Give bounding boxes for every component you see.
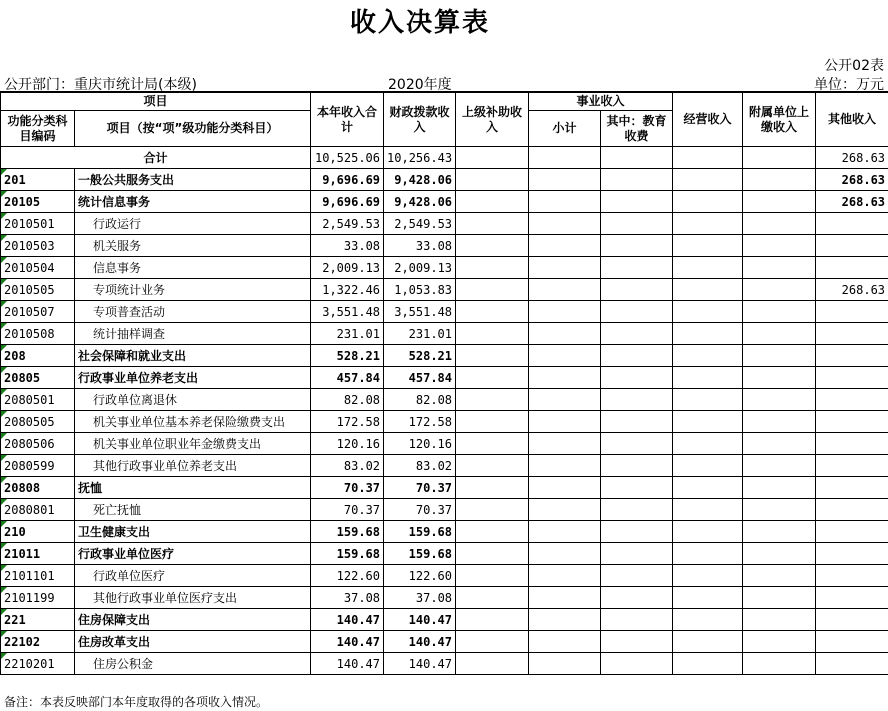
- empty-cell: [456, 411, 529, 433]
- empty-cell: [743, 323, 816, 345]
- empty-cell: [529, 455, 601, 477]
- row-fiscal: 9,428.06: [384, 169, 456, 191]
- empty-cell: [601, 609, 673, 631]
- table-row: [1, 609, 888, 631]
- empty-cell: [743, 191, 816, 213]
- empty-cell: [456, 213, 529, 235]
- empty-cell: [601, 499, 673, 521]
- empty-cell: [673, 411, 743, 433]
- row-name: 统计信息事务: [75, 191, 311, 213]
- empty-cell: [743, 367, 816, 389]
- empty-cell: [743, 169, 816, 191]
- empty-cell: [529, 631, 601, 653]
- row-name: 住房公积金: [75, 653, 311, 675]
- row-total: 70.37: [311, 499, 384, 521]
- row-other: [816, 477, 888, 499]
- row-code: 2101199: [1, 587, 75, 609]
- empty-cell: [529, 191, 601, 213]
- fiscal-year: 2020年度: [388, 77, 452, 93]
- row-fiscal: 122.60: [384, 565, 456, 587]
- empty-cell: [456, 257, 529, 279]
- total-fiscal: 10,256.43: [384, 147, 456, 169]
- empty-cell: [529, 279, 601, 301]
- row-name: 行政事业单位养老支出: [75, 367, 311, 389]
- empty-cell: [673, 477, 743, 499]
- empty-cell: [601, 653, 673, 675]
- row-fiscal: 231.01: [384, 323, 456, 345]
- row-other: [816, 653, 888, 675]
- empty-cell: [601, 323, 673, 345]
- row-fiscal: 120.16: [384, 433, 456, 455]
- empty-cell: [456, 477, 529, 499]
- row-other: [816, 455, 888, 477]
- row-fiscal: 70.37: [384, 499, 456, 521]
- row-other: [816, 499, 888, 521]
- empty-cell: [743, 389, 816, 411]
- row-total: 528.21: [311, 345, 384, 367]
- row-name: 统计抽样调查: [75, 323, 311, 345]
- empty-cell: [601, 345, 673, 367]
- row-name: 其他行政事业单位医疗支出: [75, 587, 311, 609]
- empty-cell: [456, 345, 529, 367]
- row-code: 210: [1, 521, 75, 543]
- empty-cell: [529, 433, 601, 455]
- row-total: 140.47: [311, 609, 384, 631]
- header-total: 本年收入合计: [311, 93, 384, 147]
- table-row: [1, 587, 888, 609]
- header-fiscal: 财政拨款收入: [384, 93, 456, 147]
- row-code: 2210201: [1, 653, 75, 675]
- row-total: 120.16: [311, 433, 384, 455]
- empty-cell: [456, 455, 529, 477]
- empty-cell: [529, 521, 601, 543]
- total-row: [1, 147, 888, 169]
- empty-cell: [456, 191, 529, 213]
- empty-cell: [673, 345, 743, 367]
- row-code: 20808: [1, 477, 75, 499]
- row-name: 其他行政事业单位养老支出: [75, 455, 311, 477]
- empty-cell: [601, 411, 673, 433]
- row-total: 122.60: [311, 565, 384, 587]
- row-code: 21011: [1, 543, 75, 565]
- row-total: 2,549.53: [311, 213, 384, 235]
- empty-cell: [529, 411, 601, 433]
- row-total: 457.84: [311, 367, 384, 389]
- empty-cell: [601, 631, 673, 653]
- row-total: 37.08: [311, 587, 384, 609]
- empty-cell: [743, 499, 816, 521]
- empty-cell: [456, 587, 529, 609]
- header-item: 项目: [1, 93, 311, 111]
- empty-cell: [673, 499, 743, 521]
- empty-cell: [673, 631, 743, 653]
- table-row: [1, 389, 888, 411]
- header-superior: 上级补助收入: [456, 93, 529, 147]
- row-total: 159.68: [311, 521, 384, 543]
- empty-cell: [601, 301, 673, 323]
- row-other: 268.63: [816, 169, 888, 191]
- empty-cell: [601, 543, 673, 565]
- row-code: 2080506: [1, 433, 75, 455]
- empty-cell: [743, 521, 816, 543]
- row-other: [816, 565, 888, 587]
- row-total: 140.47: [311, 631, 384, 653]
- table-row: [1, 455, 888, 477]
- empty-cell: [529, 169, 601, 191]
- empty-cell: [456, 653, 529, 675]
- empty-cell: [456, 279, 529, 301]
- table-row: [1, 521, 888, 543]
- row-total: 70.37: [311, 477, 384, 499]
- empty-cell: [743, 565, 816, 587]
- empty-cell: [456, 235, 529, 257]
- row-code: 2010505: [1, 279, 75, 301]
- row-other: [816, 257, 888, 279]
- empty-cell: [673, 235, 743, 257]
- table-row: [1, 257, 888, 279]
- empty-cell: [529, 301, 601, 323]
- empty-cell: [673, 433, 743, 455]
- row-code: 2080501: [1, 389, 75, 411]
- empty-cell: [673, 565, 743, 587]
- row-other: [816, 433, 888, 455]
- row-other: [816, 345, 888, 367]
- table-row: [1, 169, 888, 191]
- empty-cell: [743, 609, 816, 631]
- sheet-title: 收入决算表: [349, 8, 490, 38]
- department-label: 公开部门：重庆市统计局(本级): [4, 77, 197, 93]
- empty-cell: [456, 631, 529, 653]
- table-row: [1, 499, 888, 521]
- row-code: 2010508: [1, 323, 75, 345]
- row-fiscal: 528.21: [384, 345, 456, 367]
- row-total: 2,009.13: [311, 257, 384, 279]
- row-total: 9,696.69: [311, 169, 384, 191]
- row-code: 20105: [1, 191, 75, 213]
- empty-cell: [673, 367, 743, 389]
- row-fiscal: 140.47: [384, 609, 456, 631]
- empty-cell: [743, 631, 816, 653]
- empty-cell: [456, 609, 529, 631]
- empty-cell: [529, 323, 601, 345]
- header-subtotal: 小计: [529, 111, 601, 147]
- empty-cell: [673, 653, 743, 675]
- empty-cell: [743, 455, 816, 477]
- income-table: [0, 92, 888, 675]
- form-number: 公开02表: [824, 58, 884, 74]
- row-other: [816, 235, 888, 257]
- row-other: 268.63: [816, 191, 888, 213]
- row-fiscal: 33.08: [384, 235, 456, 257]
- row-code: 2010501: [1, 213, 75, 235]
- row-fiscal: 1,053.83: [384, 279, 456, 301]
- empty-cell: [673, 455, 743, 477]
- table-row: [1, 631, 888, 653]
- row-name: 专项普查活动: [75, 301, 311, 323]
- row-code: 2010504: [1, 257, 75, 279]
- row-other: [816, 609, 888, 631]
- row-name: 行政运行: [75, 213, 311, 235]
- row-fiscal: 82.08: [384, 389, 456, 411]
- empty-cell: [456, 433, 529, 455]
- total-amount: 10,525.06: [311, 147, 384, 169]
- empty-cell: [743, 301, 816, 323]
- row-name: 住房保障支出: [75, 609, 311, 631]
- row-other: [816, 587, 888, 609]
- empty-cell: [456, 543, 529, 565]
- total-label: 合计: [1, 147, 311, 169]
- empty-cell: [456, 169, 529, 191]
- empty-cell: [743, 653, 816, 675]
- table-row: [1, 433, 888, 455]
- empty-cell: [529, 587, 601, 609]
- empty-cell: [673, 389, 743, 411]
- row-other: [816, 631, 888, 653]
- row-name: 住房改革支出: [75, 631, 311, 653]
- empty-cell: [601, 257, 673, 279]
- row-other: [816, 367, 888, 389]
- empty-cell: [673, 257, 743, 279]
- row-other: [816, 521, 888, 543]
- table-row: [1, 477, 888, 499]
- empty-cell: [456, 389, 529, 411]
- empty-cell: [673, 169, 743, 191]
- row-code: 2080801: [1, 499, 75, 521]
- row-fiscal: 70.37: [384, 477, 456, 499]
- row-name: 行政事业单位医疗: [75, 543, 311, 565]
- row-name: 机关服务: [75, 235, 311, 257]
- empty-cell: [529, 565, 601, 587]
- empty-cell: [601, 235, 673, 257]
- row-code: 2101101: [1, 565, 75, 587]
- row-other: 268.63: [816, 279, 888, 301]
- row-code: 201: [1, 169, 75, 191]
- empty-cell: [743, 257, 816, 279]
- row-name: 一般公共服务支出: [75, 169, 311, 191]
- row-name: 机关事业单位基本养老保险缴费支出: [75, 411, 311, 433]
- row-fiscal: 9,428.06: [384, 191, 456, 213]
- row-fiscal: 3,551.48: [384, 301, 456, 323]
- row-fiscal: 83.02: [384, 455, 456, 477]
- table-row: [1, 323, 888, 345]
- row-fiscal: 37.08: [384, 587, 456, 609]
- empty-cell: [743, 213, 816, 235]
- row-total: 83.02: [311, 455, 384, 477]
- empty-cell: [743, 235, 816, 257]
- row-name: 社会保障和就业支出: [75, 345, 311, 367]
- row-other: [816, 301, 888, 323]
- empty-cell: [529, 213, 601, 235]
- row-fiscal: 2,009.13: [384, 257, 456, 279]
- row-code: 2010507: [1, 301, 75, 323]
- table-row: [1, 565, 888, 587]
- row-fiscal: 140.47: [384, 653, 456, 675]
- empty-cell: [601, 477, 673, 499]
- table-row: [1, 367, 888, 389]
- row-other: [816, 543, 888, 565]
- table-row: [1, 411, 888, 433]
- empty-cell: [743, 543, 816, 565]
- empty-cell: [673, 301, 743, 323]
- empty-cell: [601, 455, 673, 477]
- empty-cell: [456, 565, 529, 587]
- empty-cell: [529, 367, 601, 389]
- row-code: 208: [1, 345, 75, 367]
- empty-cell: [743, 587, 816, 609]
- empty-cell: [743, 411, 816, 433]
- row-fiscal: 172.58: [384, 411, 456, 433]
- table-row: [1, 279, 888, 301]
- row-name: 专项统计业务: [75, 279, 311, 301]
- header-operating: 经营收入: [673, 93, 743, 147]
- total-other: 268.63: [816, 147, 888, 169]
- empty-cell: [456, 367, 529, 389]
- empty-cell: [601, 587, 673, 609]
- row-total: 82.08: [311, 389, 384, 411]
- empty-cell: [743, 279, 816, 301]
- row-fiscal: 2,549.53: [384, 213, 456, 235]
- table-row: [1, 301, 888, 323]
- empty-cell: [601, 367, 673, 389]
- empty-cell: [673, 543, 743, 565]
- empty-cell: [673, 587, 743, 609]
- table-row: [1, 191, 888, 213]
- empty-cell: [456, 521, 529, 543]
- empty-cell: [529, 543, 601, 565]
- row-code: 2080599: [1, 455, 75, 477]
- table-row: [1, 345, 888, 367]
- row-fiscal: 159.68: [384, 543, 456, 565]
- empty-cell: [601, 521, 673, 543]
- header-other: 其他收入: [816, 93, 888, 147]
- unit-label: 单位：万元: [814, 77, 884, 93]
- row-total: 1,322.46: [311, 279, 384, 301]
- row-code: 2080505: [1, 411, 75, 433]
- empty-cell: [529, 345, 601, 367]
- row-name: 信息事务: [75, 257, 311, 279]
- empty-cell: [673, 323, 743, 345]
- row-name: 死亡抚恤: [75, 499, 311, 521]
- row-total: 159.68: [311, 543, 384, 565]
- row-other: [816, 389, 888, 411]
- row-other: [816, 411, 888, 433]
- row-total: 3,551.48: [311, 301, 384, 323]
- empty-cell: [456, 301, 529, 323]
- header-affiliated: 附属单位上缴收入: [743, 93, 816, 147]
- empty-cell: [529, 477, 601, 499]
- empty-cell: [673, 279, 743, 301]
- empty-cell: [601, 389, 673, 411]
- empty-cell: [601, 213, 673, 235]
- row-total: 9,696.69: [311, 191, 384, 213]
- row-name: 机关事业单位职业年金缴费支出: [75, 433, 311, 455]
- empty-cell: [456, 323, 529, 345]
- row-total: 140.47: [311, 653, 384, 675]
- table-row: [1, 235, 888, 257]
- empty-cell: [601, 169, 673, 191]
- header-name: 项目（按“项”级功能分类科目）: [75, 111, 311, 147]
- empty-cell: [529, 499, 601, 521]
- table-row: [1, 543, 888, 565]
- header-business: 事业收入: [529, 93, 673, 111]
- row-code: 221: [1, 609, 75, 631]
- row-total: 172.58: [311, 411, 384, 433]
- empty-cell: [456, 499, 529, 521]
- footnote: 备注：本表反映部门本年度取得的各项收入情况。: [4, 695, 269, 709]
- empty-cell: [673, 521, 743, 543]
- empty-cell: [601, 279, 673, 301]
- row-fiscal: 159.68: [384, 521, 456, 543]
- empty-cell: [673, 191, 743, 213]
- table-row: [1, 213, 888, 235]
- empty-cell: [673, 213, 743, 235]
- row-code: 22102: [1, 631, 75, 653]
- empty-cell: [529, 609, 601, 631]
- row-name: 行政单位医疗: [75, 565, 311, 587]
- empty-cell: [529, 257, 601, 279]
- row-total: 231.01: [311, 323, 384, 345]
- header-code: 功能分类科目编码: [1, 111, 75, 147]
- empty-cell: [601, 565, 673, 587]
- empty-cell: [529, 235, 601, 257]
- row-other: [816, 213, 888, 235]
- empty-cell: [529, 653, 601, 675]
- empty-cell: [743, 345, 816, 367]
- row-name: 卫生健康支出: [75, 521, 311, 543]
- row-name: 行政单位离退休: [75, 389, 311, 411]
- empty-cell: [743, 477, 816, 499]
- row-code: 2010503: [1, 235, 75, 257]
- row-name: 抚恤: [75, 477, 311, 499]
- row-code: 20805: [1, 367, 75, 389]
- row-fiscal: 140.47: [384, 631, 456, 653]
- header-edu: 其中：教育收费: [601, 111, 673, 147]
- row-other: [816, 323, 888, 345]
- empty-cell: [601, 191, 673, 213]
- row-fiscal: 457.84: [384, 367, 456, 389]
- empty-cell: [673, 609, 743, 631]
- empty-cell: [743, 433, 816, 455]
- empty-cell: [529, 389, 601, 411]
- empty-cell: [601, 433, 673, 455]
- row-total: 33.08: [311, 235, 384, 257]
- table-row: [1, 653, 888, 675]
